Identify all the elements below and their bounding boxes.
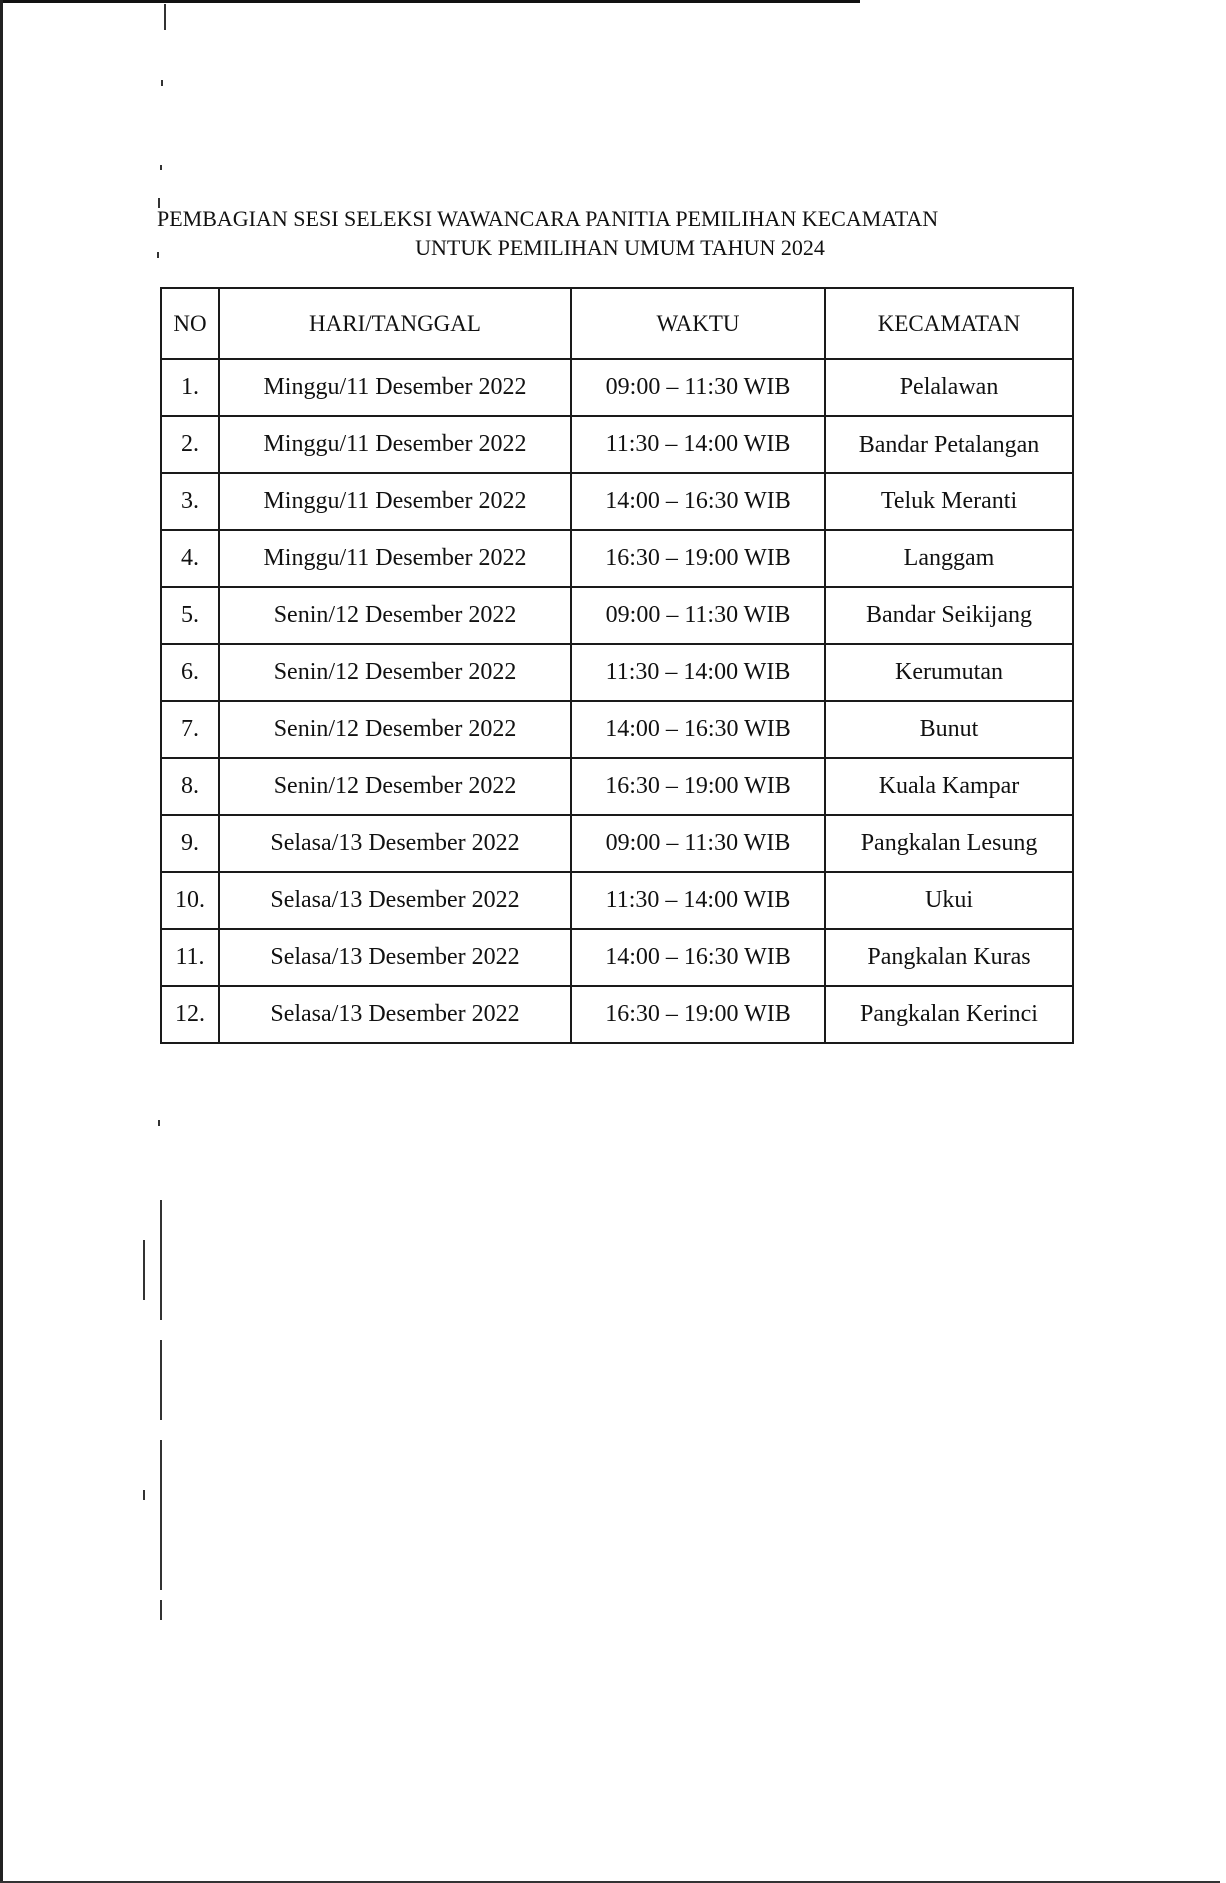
cell-waktu: 09:00 – 11:30 WIB <box>571 815 825 872</box>
scan-mark <box>160 1200 162 1320</box>
document-title <box>155 204 1085 262</box>
scan-mark <box>160 165 162 170</box>
cell-hari-tanggal: Minggu/11 Desember 2022 <box>219 416 571 473</box>
cell-hari-tanggal: Minggu/11 Desember 2022 <box>219 473 571 530</box>
cell-waktu: 16:30 – 19:00 WIB <box>571 986 825 1043</box>
cell-kecamatan: Teluk Meranti <box>825 473 1073 530</box>
cell-waktu: 16:30 – 19:00 WIB <box>571 530 825 587</box>
table-row <box>161 872 1073 929</box>
table-row <box>161 929 1073 986</box>
table-row <box>161 644 1073 701</box>
cell-no: 7. <box>161 701 219 758</box>
cell-kecamatan: Kerumutan <box>825 644 1073 701</box>
table-header-row <box>161 288 1073 359</box>
cell-hari-tanggal: Senin/12 Desember 2022 <box>219 587 571 644</box>
cell-kecamatan: Ukui <box>825 872 1073 929</box>
cell-kecamatan: Bandar Seikijang <box>825 587 1073 644</box>
table-row <box>161 359 1073 416</box>
cell-no: 9. <box>161 815 219 872</box>
scan-mark <box>164 4 166 30</box>
scan-edge-left <box>0 0 3 1883</box>
scan-mark <box>160 1340 162 1420</box>
title-line-2: UNTUK PEMILIHAN UMUM TAHUN 2024 <box>415 235 825 260</box>
cell-hari-tanggal: Senin/12 Desember 2022 <box>219 644 571 701</box>
cell-waktu: 09:00 – 11:30 WIB <box>571 587 825 644</box>
cell-hari-tanggal: Selasa/13 Desember 2022 <box>219 872 571 929</box>
scan-edge-top <box>0 0 860 3</box>
cell-waktu: 16:30 – 19:00 WIB <box>571 758 825 815</box>
scan-mark <box>158 1120 160 1126</box>
cell-hari-tanggal: Senin/12 Desember 2022 <box>219 758 571 815</box>
table-row <box>161 815 1073 872</box>
table-row <box>161 473 1073 530</box>
cell-kecamatan: Pangkalan Lesung <box>825 815 1073 872</box>
cell-waktu: 14:00 – 16:30 WIB <box>571 701 825 758</box>
cell-waktu: 11:30 – 14:00 WIB <box>571 644 825 701</box>
cell-no: 6. <box>161 644 219 701</box>
cell-kecamatan: Bunut <box>825 701 1073 758</box>
cell-waktu: 09:00 – 11:30 WIB <box>571 359 825 416</box>
cell-kecamatan: Kuala Kampar <box>825 758 1073 815</box>
table-row <box>161 758 1073 815</box>
cell-waktu: 11:30 – 14:00 WIB <box>571 416 825 473</box>
title-line-1: PEMBAGIAN SESI SELEKSI WAWANCARA PANITIA PEMILIHAN KECAMATAN <box>157 206 939 231</box>
cell-kecamatan: Langgam <box>825 530 1073 587</box>
cell-no: 8. <box>161 758 219 815</box>
cell-kecamatan: Pangkalan Kuras <box>825 929 1073 986</box>
cell-hari-tanggal: Selasa/13 Desember 2022 <box>219 986 571 1043</box>
header-waktu: WAKTU <box>571 288 825 359</box>
cell-hari-tanggal: Selasa/13 Desember 2022 <box>219 929 571 986</box>
cell-hari-tanggal: Minggu/11 Desember 2022 <box>219 530 571 587</box>
cell-no: 4. <box>161 530 219 587</box>
scan-mark <box>143 1240 145 1300</box>
cell-hari-tanggal: Minggu/11 Desember 2022 <box>219 359 571 416</box>
cell-waktu: 11:30 – 14:00 WIB <box>571 872 825 929</box>
scan-mark <box>160 1440 162 1590</box>
cell-waktu: 14:00 – 16:30 WIB <box>571 929 825 986</box>
cell-hari-tanggal: Selasa/13 Desember 2022 <box>219 815 571 872</box>
header-hari-tanggal: HARI/TANGGAL <box>219 288 571 359</box>
table-row <box>161 530 1073 587</box>
table-row <box>161 416 1073 473</box>
cell-kecamatan: Bandar Petalangan <box>825 416 1073 473</box>
header-kecamatan: KECAMATAN <box>825 288 1073 359</box>
cell-kecamatan: Pangkalan Kerinci <box>825 986 1073 1043</box>
table-row <box>161 587 1073 644</box>
table-row <box>161 986 1073 1043</box>
cell-no: 3. <box>161 473 219 530</box>
cell-no: 5. <box>161 587 219 644</box>
scan-mark <box>143 1490 145 1500</box>
schedule-table <box>160 287 1074 1044</box>
cell-no: 1. <box>161 359 219 416</box>
scan-mark <box>161 80 163 86</box>
table-row <box>161 701 1073 758</box>
cell-no: 12. <box>161 986 219 1043</box>
cell-no: 10. <box>161 872 219 929</box>
cell-no: 2. <box>161 416 219 473</box>
cell-hari-tanggal: Senin/12 Desember 2022 <box>219 701 571 758</box>
header-no: NO <box>161 288 219 359</box>
scan-mark <box>160 1600 162 1620</box>
cell-no: 11. <box>161 929 219 986</box>
cell-waktu: 14:00 – 16:30 WIB <box>571 473 825 530</box>
cell-kecamatan: Pelalawan <box>825 359 1073 416</box>
